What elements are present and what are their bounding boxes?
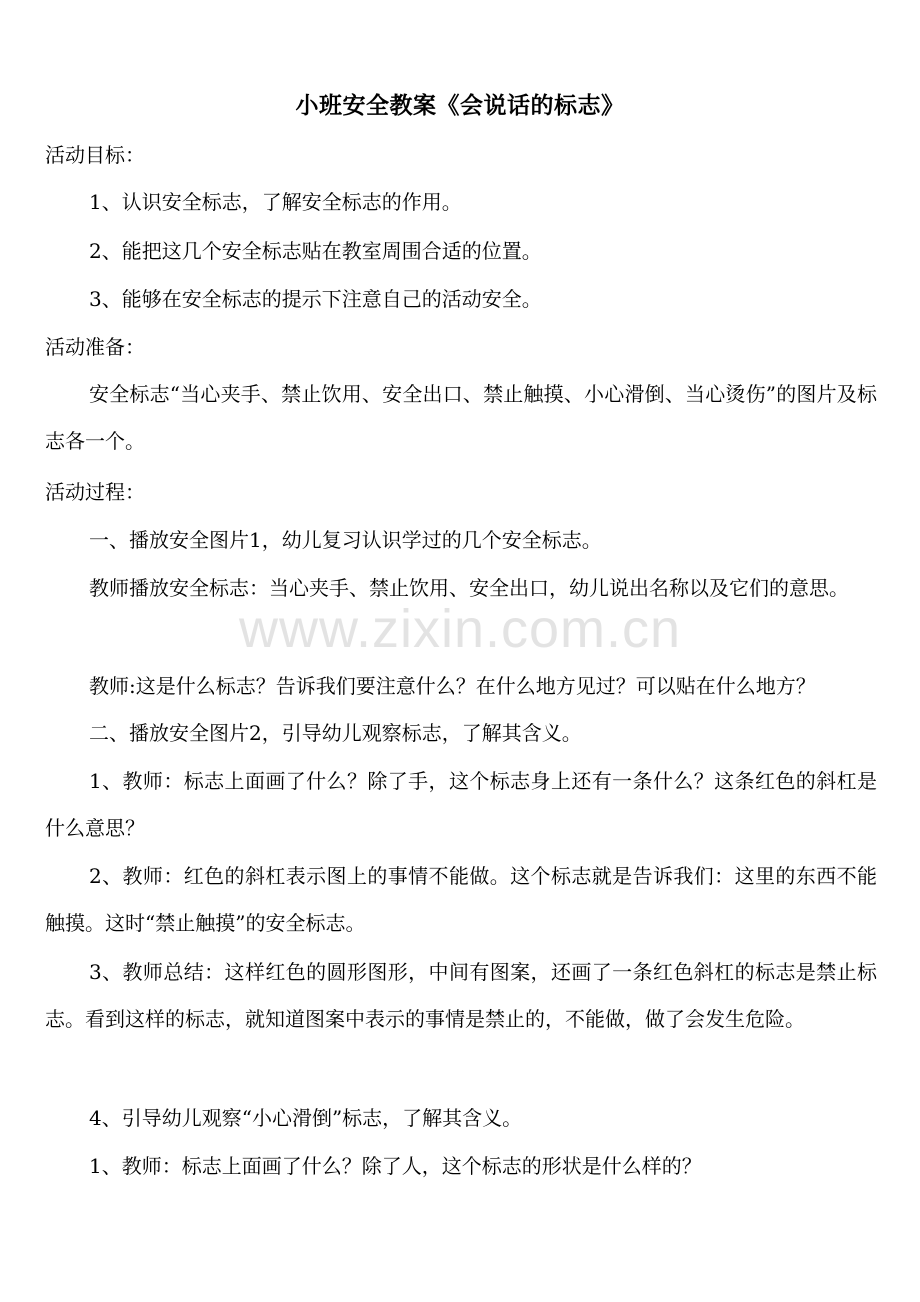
process-paragraph: 1、教师：标志上面画了什么？除了人，这个标志的形状是什么样的？	[89, 1154, 702, 1178]
process-paragraph: 1、教师：标志上面画了什么？除了手，这个标志身上还有一条什么？这条红色的斜杠是什么意思？	[45, 769, 877, 840]
watermark: www.zixin.com.cn	[238, 599, 682, 659]
goal-item: 2、能把这几个安全标志贴在教室周围合适的位置。	[89, 239, 542, 263]
process-paragraph: 教师:这是什么标志？告诉我们要注意什么？在什么地方见过？可以贴在什么地方？	[89, 674, 816, 698]
process-step: 4、引导幼儿观察“小心滑倒”标志，了解其含义。	[89, 1106, 523, 1130]
prep-heading: 活动准备：	[45, 335, 145, 359]
goals-heading: 活动目标：	[45, 143, 145, 167]
process-heading: 活动过程：	[45, 480, 145, 504]
document-title: 小班安全教案《会说话的标志》	[295, 92, 625, 119]
goal-item: 1、认识安全标志，了解安全标志的作用。	[89, 190, 462, 214]
prep-paragraph: 安全标志“当心夹手、禁止饮用、安全出口、禁止触摸、小心滑倒、当心烫伤”的图片及标志各一个。	[45, 382, 877, 453]
process-step: 一、播放安全图片1，幼儿复习认识学过的几个安全标志。	[89, 528, 602, 552]
goal-item: 3、能够在安全标志的提示下注意自己的活动安全。	[89, 287, 542, 311]
process-paragraph: 2、教师：红色的斜杠表示图上的事情不能做。这个标志就是告诉我们：这里的东西不能触摸。这时“禁止触摸”的安全标志。	[45, 864, 877, 935]
process-paragraph: 3、教师总结：这样红色的圆形图形，中间有图案，还画了一条红色斜杠的标志是禁止标志。看到这样的标志，就知道图案中表示的事情是禁止的，不能做，做了会发生危险。	[45, 960, 877, 1031]
process-paragraph: 教师播放安全标志：当心夹手、禁止饮用、安全出口，幼儿说出名称以及它们的意思。	[89, 576, 849, 600]
process-step: 二、播放安全图片2，引导幼儿观察标志，了解其含义。	[89, 721, 582, 745]
